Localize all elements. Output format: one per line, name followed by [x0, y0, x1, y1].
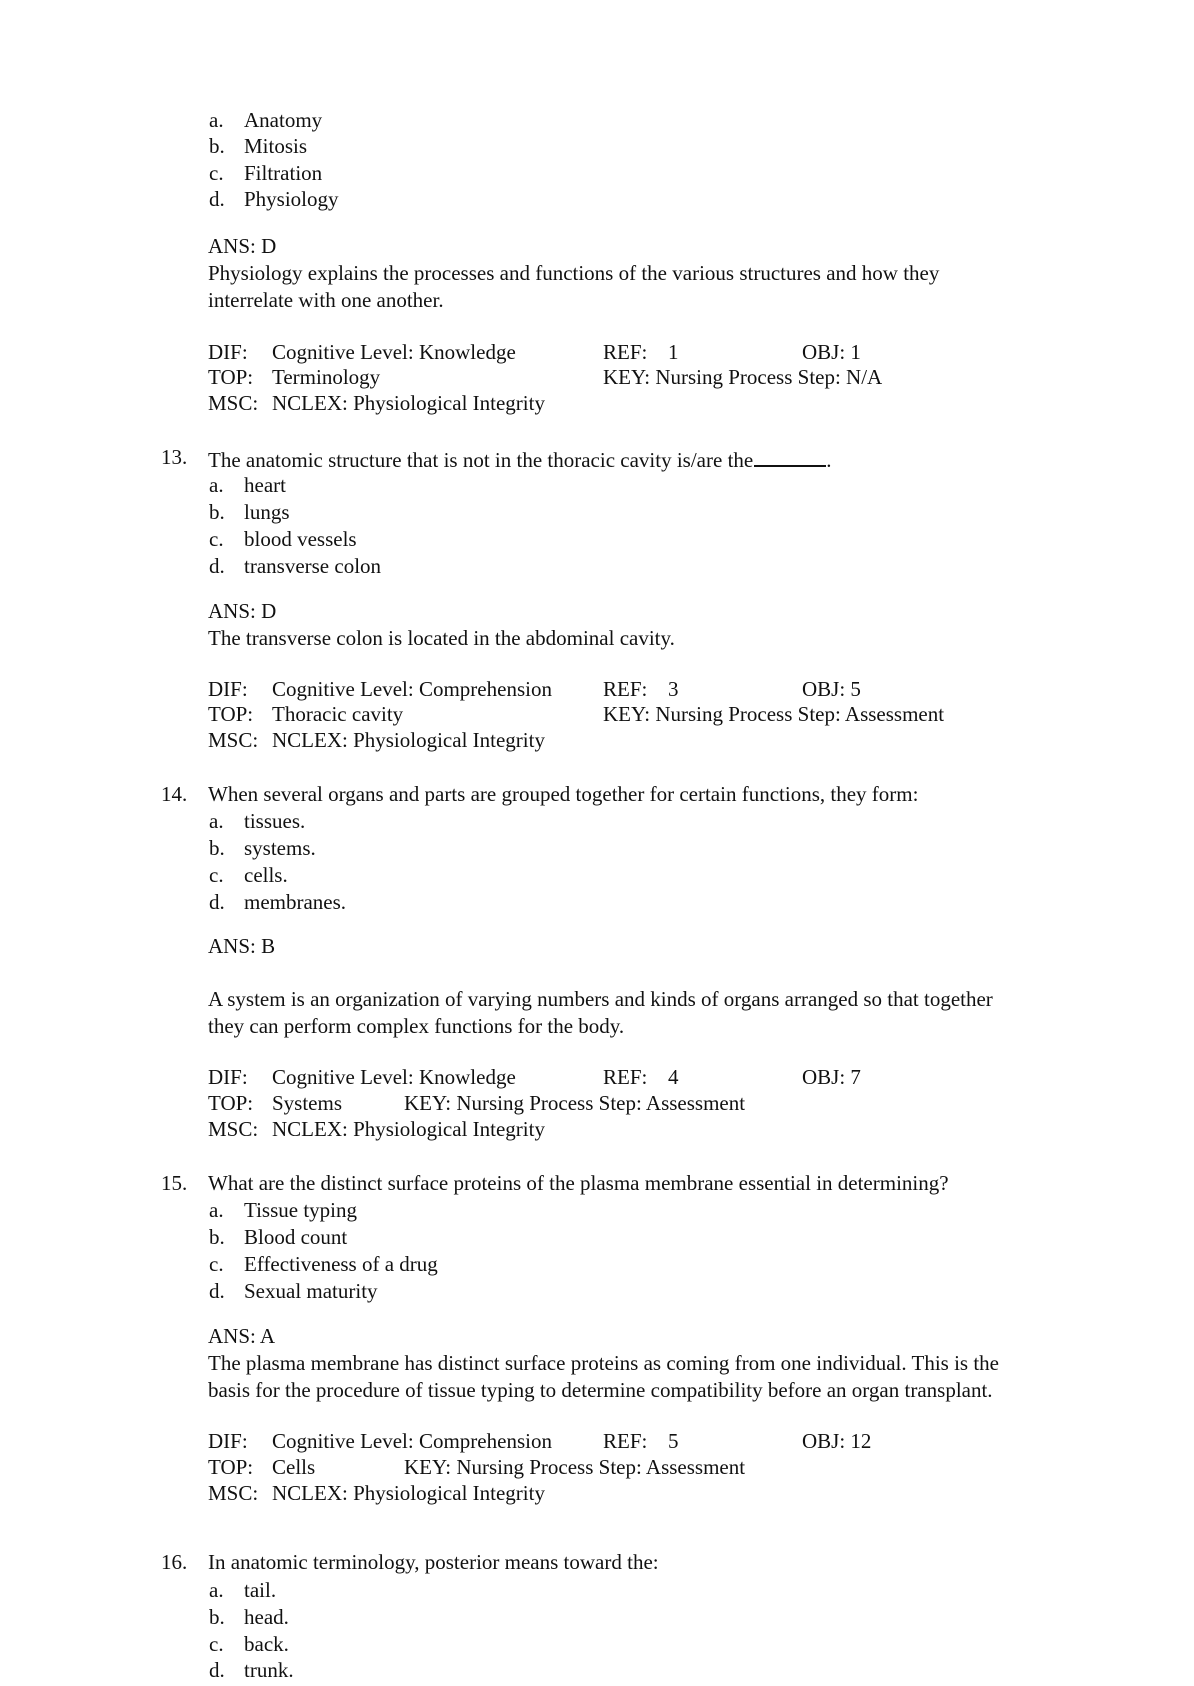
answer: ANS: D [208, 599, 277, 623]
question-number: 14. [161, 782, 188, 806]
top-label: TOP: [208, 702, 254, 726]
option-text: tail. [244, 1578, 277, 1602]
option-text: membranes. [244, 890, 347, 914]
msc-label: MSC: [208, 391, 259, 415]
dif-value: Cognitive Level: Comprehension [272, 677, 552, 701]
option-letter: c. [209, 161, 224, 185]
ref-value: 3 [668, 677, 679, 701]
option-text: Sexual maturity [244, 1279, 378, 1303]
key-value: KEY: Nursing Process Step: N/A [603, 365, 883, 389]
key-value: KEY: Nursing Process Step: Assessment [404, 1455, 746, 1479]
option-letter: b. [209, 1605, 225, 1629]
rationale-line: The plasma membrane has distinct surface proteins as coming from one individual. This is the [208, 1351, 1000, 1375]
option-text: tissues. [244, 809, 306, 833]
option-letter: d. [209, 554, 225, 578]
obj-value: OBJ: 1 [802, 340, 861, 364]
msc-value: NCLEX: Physiological Integrity [272, 1481, 545, 1505]
question-number: 16. [161, 1550, 188, 1574]
option-text: trunk. [244, 1658, 294, 1682]
msc-label: MSC: [208, 1117, 259, 1141]
option-text: Tissue typing [244, 1198, 358, 1222]
option-text: blood vessels [244, 527, 357, 551]
rationale-line: Physiology explains the processes and functions of the various structures and how they [208, 261, 940, 285]
option-text: back. [244, 1632, 289, 1656]
msc-value: NCLEX: Physiological Integrity [272, 391, 545, 415]
dif-value: Cognitive Level: Knowledge [272, 340, 516, 364]
msc-label: MSC: [208, 1481, 259, 1505]
obj-value: OBJ: 5 [802, 677, 861, 701]
option-letter: b. [209, 500, 225, 524]
top-value: Terminology [272, 365, 381, 389]
ref-label: REF: [603, 1429, 648, 1453]
rationale-line: they can perform complex functions for the body. [208, 1014, 625, 1038]
option-text: transverse colon [244, 554, 382, 578]
key-value: KEY: Nursing Process Step: Assessment [603, 702, 945, 726]
rationale-line: A system is an organization of varying numbers and kinds of organs arranged so that together [208, 987, 993, 1011]
option-letter: b. [209, 836, 225, 860]
rationale-line: The transverse colon is located in the abdominal cavity. [208, 626, 675, 650]
option-text: cells. [244, 863, 288, 887]
obj-value: OBJ: 12 [802, 1429, 872, 1453]
question-stem: What are the distinct surface proteins of the plasma membrane essential in determining? [208, 1171, 949, 1195]
answer: ANS: A [208, 1324, 276, 1348]
option-letter: c. [209, 863, 224, 887]
option-text: Physiology [244, 187, 339, 211]
option-letter: c. [209, 1252, 224, 1276]
dif-label: DIF: [208, 340, 248, 364]
msc-value: NCLEX: Physiological Integrity [272, 1117, 545, 1141]
option-text: Filtration [244, 161, 323, 185]
dif-label: DIF: [208, 1065, 248, 1089]
option-text: lungs [244, 500, 290, 524]
option-text: heart [244, 473, 286, 497]
option-letter: c. [209, 1632, 224, 1656]
dif-label: DIF: [208, 1429, 248, 1453]
question-stem: When several organs and parts are grouped together for certain functions, they form: [208, 782, 919, 806]
dif-value: Cognitive Level: Knowledge [272, 1065, 516, 1089]
question-stem-text: The anatomic structure that is not in the thoracic cavity is/are the [208, 448, 754, 472]
answer: ANS: D [208, 234, 277, 258]
option-text: Anatomy [244, 108, 323, 132]
option-letter: d. [209, 1279, 225, 1303]
option-letter: a. [209, 1198, 224, 1222]
top-value: Systems [272, 1091, 343, 1115]
dif-value: Cognitive Level: Comprehension [272, 1429, 552, 1453]
top-label: TOP: [208, 365, 254, 389]
key-value: KEY: Nursing Process Step: Assessment [404, 1091, 746, 1115]
question-number: 15. [161, 1171, 188, 1195]
question-stem: In anatomic terminology, posterior means toward the: [208, 1550, 659, 1574]
option-text: head. [244, 1605, 289, 1629]
msc-value: NCLEX: Physiological Integrity [272, 728, 545, 752]
ref-label: REF: [603, 677, 648, 701]
option-letter: a. [209, 1578, 224, 1602]
question-stem [208, 447, 831, 471]
rationale-line: interrelate with one another. [208, 288, 444, 312]
msc-label: MSC: [208, 728, 259, 752]
ref-value: 5 [668, 1429, 679, 1453]
top-value: Thoracic cavity [272, 702, 404, 726]
top-label: TOP: [208, 1091, 254, 1115]
ref-value: 1 [668, 340, 679, 364]
ref-label: REF: [603, 1065, 648, 1089]
option-letter: a. [209, 809, 224, 833]
option-letter: b. [209, 1225, 225, 1249]
obj-value: OBJ: 7 [802, 1065, 861, 1089]
option-letter: a. [209, 108, 224, 132]
ref-label: REF: [603, 340, 648, 364]
question-stem-end: . [826, 448, 832, 472]
answer: ANS: B [208, 934, 276, 958]
ref-value: 4 [668, 1065, 679, 1089]
option-text: Blood count [244, 1225, 348, 1249]
option-letter: d. [209, 1658, 225, 1682]
option-text: Mitosis [244, 134, 308, 158]
top-value: Cells [272, 1455, 316, 1479]
rationale-line: basis for the procedure of tissue typing to determine compatibility before an organ transplant. [208, 1378, 993, 1402]
option-text: Effectiveness of a drug [244, 1252, 438, 1276]
answer-blank [754, 447, 826, 467]
dif-label: DIF: [208, 677, 248, 701]
option-letter: c. [209, 527, 224, 551]
option-text: systems. [244, 836, 316, 860]
option-letter: b. [209, 134, 225, 158]
question-number: 13. [161, 445, 188, 469]
option-letter: d. [209, 187, 225, 211]
top-label: TOP: [208, 1455, 254, 1479]
option-letter: a. [209, 473, 224, 497]
option-letter: d. [209, 890, 225, 914]
